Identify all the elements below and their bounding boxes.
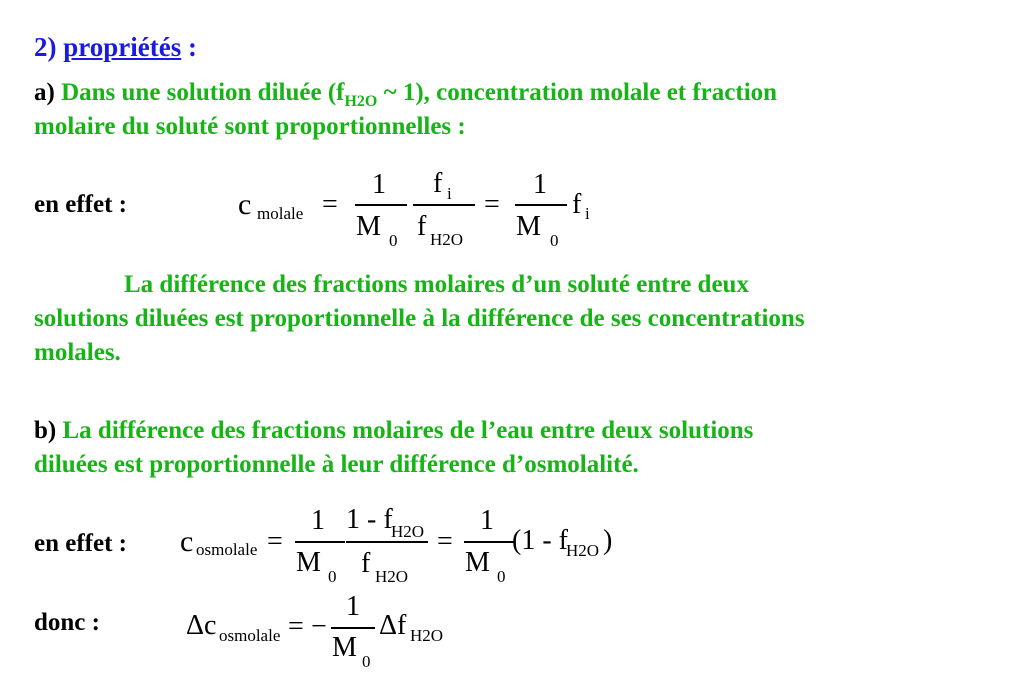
equation-molale: c molale = 1 M 0 f i f H2O = 1 M 0 f i: [238, 168, 590, 250]
part-a-line2: molaire du soluté sont proportionnelles :: [34, 113, 466, 140]
section-colon: :: [187, 32, 197, 62]
part-b-line1: La différence des fractions molaires de l’eau entre deux solutions: [62, 417, 754, 444]
part-a-en-effet: en effet :: [34, 191, 127, 218]
part-b-line2: diluées est proportionnelle à leur différence d’osmolalité.: [34, 451, 639, 478]
part-a-conclusion-1: La différence des fractions molaires d’un soluté entre deux: [124, 271, 749, 298]
equation-osmolale: c osmolale = 1 M 0 1 - f H2O f H2O = 1 M 0 (1 - f H2O ): [180, 504, 613, 586]
part-b-donc: donc :: [34, 609, 100, 636]
part-a-text-1: Dans une solution diluée ($f_{H2O}$ ~ 1), concentration molale et fraction: [61, 79, 778, 110]
part-a-conclusion-3: molales.: [34, 339, 121, 366]
part-b-label: b): [34, 417, 57, 444]
part-a-label: a): [34, 79, 55, 106]
section-number: 2): [34, 32, 57, 62]
part-a-conclusion-2: solutions diluées est proportionnelle à la différence de ses concentrations: [34, 305, 805, 332]
part-b-en-effet: en effet :: [34, 530, 127, 557]
equation-delta: Δc osmolale = − 1 M 0 Δf H2O: [186, 591, 444, 671]
section-title: propriétés: [63, 32, 182, 62]
